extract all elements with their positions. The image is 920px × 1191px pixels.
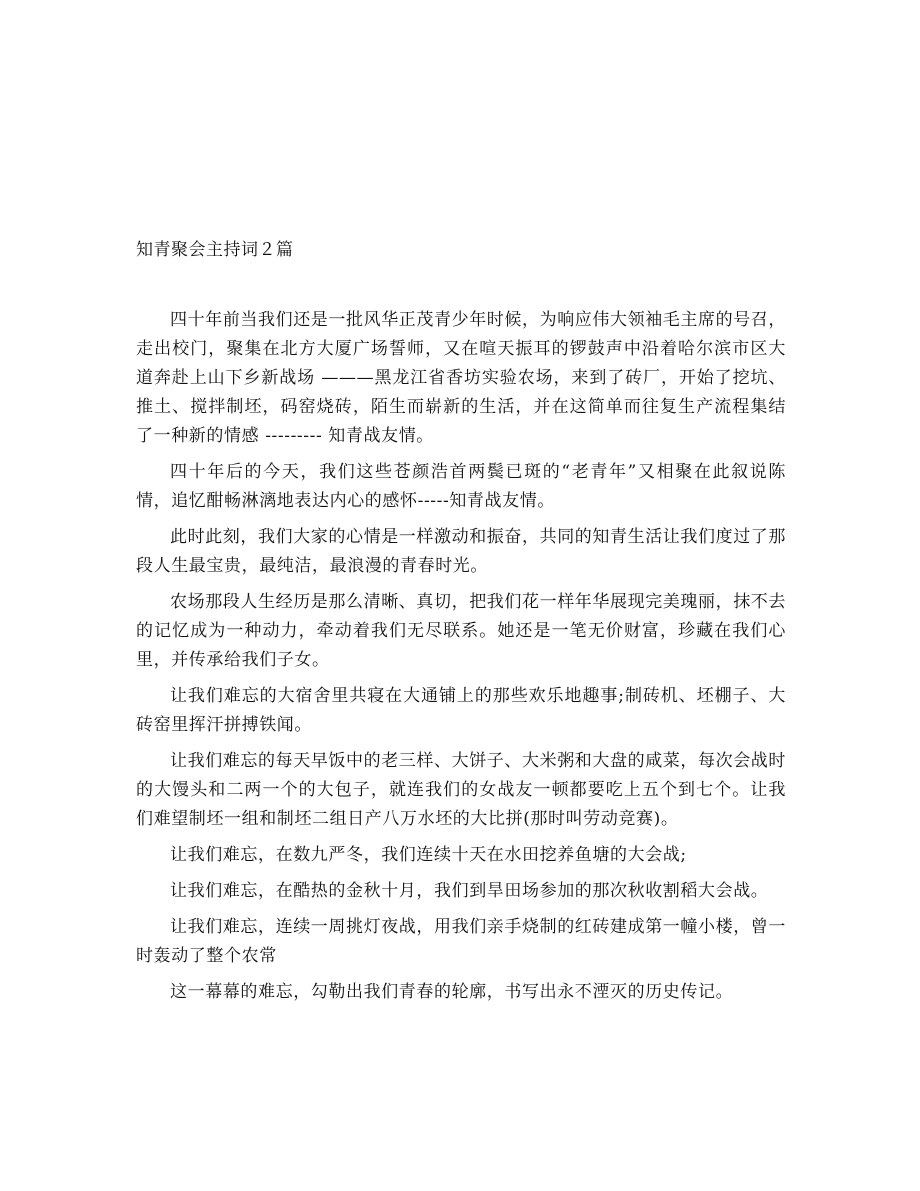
paragraph-4: 农场那段人生经历是那么清晰、真切，把我们花一样年华展现完美瑰丽，抹不去的记忆成为一种动力，牵动着我们无尽联系。她还是一笔无价财富，珍藏在我们心里，并传承给我们子女。 [136, 592, 786, 670]
paragraph-9: 让我们难忘，连续一周挑灯夜战，用我们亲手烧制的红砖建成第一幢小楼，曾一时轰动了整个农常 [136, 917, 786, 966]
document-body [136, 306, 786, 1014]
paragraph-8: 让我们难忘，在酷热的金秋十月，我们到旱田场参加的那次秋收割稻大会战。 [170, 881, 769, 901]
paragraph-7: 让我们难忘，在数九严冬，我们连续十天在水田挖养鱼塘的大会战; [170, 845, 687, 865]
paragraph-1: 四十年前当我们还是一批风华正茂青少年时候，为响应伟大领袖毛主席的号召，走出校门，聚集在北方大厦广场誓师，又在喧天振耳的锣鼓声中沿着哈尔滨市区大道奔赴上山下乡新战场 ———黑龙江省香坊实验农场，来到了砖厂，开始了挖坑、推土、搅拌制坯，码窑烧砖，陌生而崭新的生活，并在这简单而往复生产流程集结了一种新的情感 --------- 知青战友情。 [136, 310, 786, 446]
paragraph-2: 四十年后的今天，我们这些苍颜浩首两鬓已斑的“老青年”又相聚在此叙说陈情，追忆酣畅淋漓地表达内心的感怀-----知青战友情。 [136, 462, 786, 511]
document-title: 知青聚会主持词２篇 [136, 240, 294, 260]
paragraph-5: 让我们难忘的大宿舍里共寝在大通铺上的那些欢乐地趣事;制砖机、坯棚子、大砖窑里挥汗拼搏铁闻。 [136, 686, 786, 735]
paragraph-3: 此时此刻，我们大家的心情是一样激动和振奋，共同的知青生活让我们度过了那段人生最宝贵，最纯洁，最浪漫的青春时光。 [136, 527, 786, 576]
paragraph-6: 让我们难忘的每天早饭中的老三样、大饼子、大米粥和大盘的咸菜，每次会战时的大馒头和二两一个的大包子，就连我们的女战友一顿都要吃上五个到七个。让我们难望制坯一组和制坯二组日产八万水坯的大比拼(那时叫劳动竞赛)。 [136, 751, 786, 829]
paragraph-10: 这一幕幕的难忘，勾勒出我们青春的轮廓，书写出永不湮灭的历史传记。 [170, 982, 734, 1002]
